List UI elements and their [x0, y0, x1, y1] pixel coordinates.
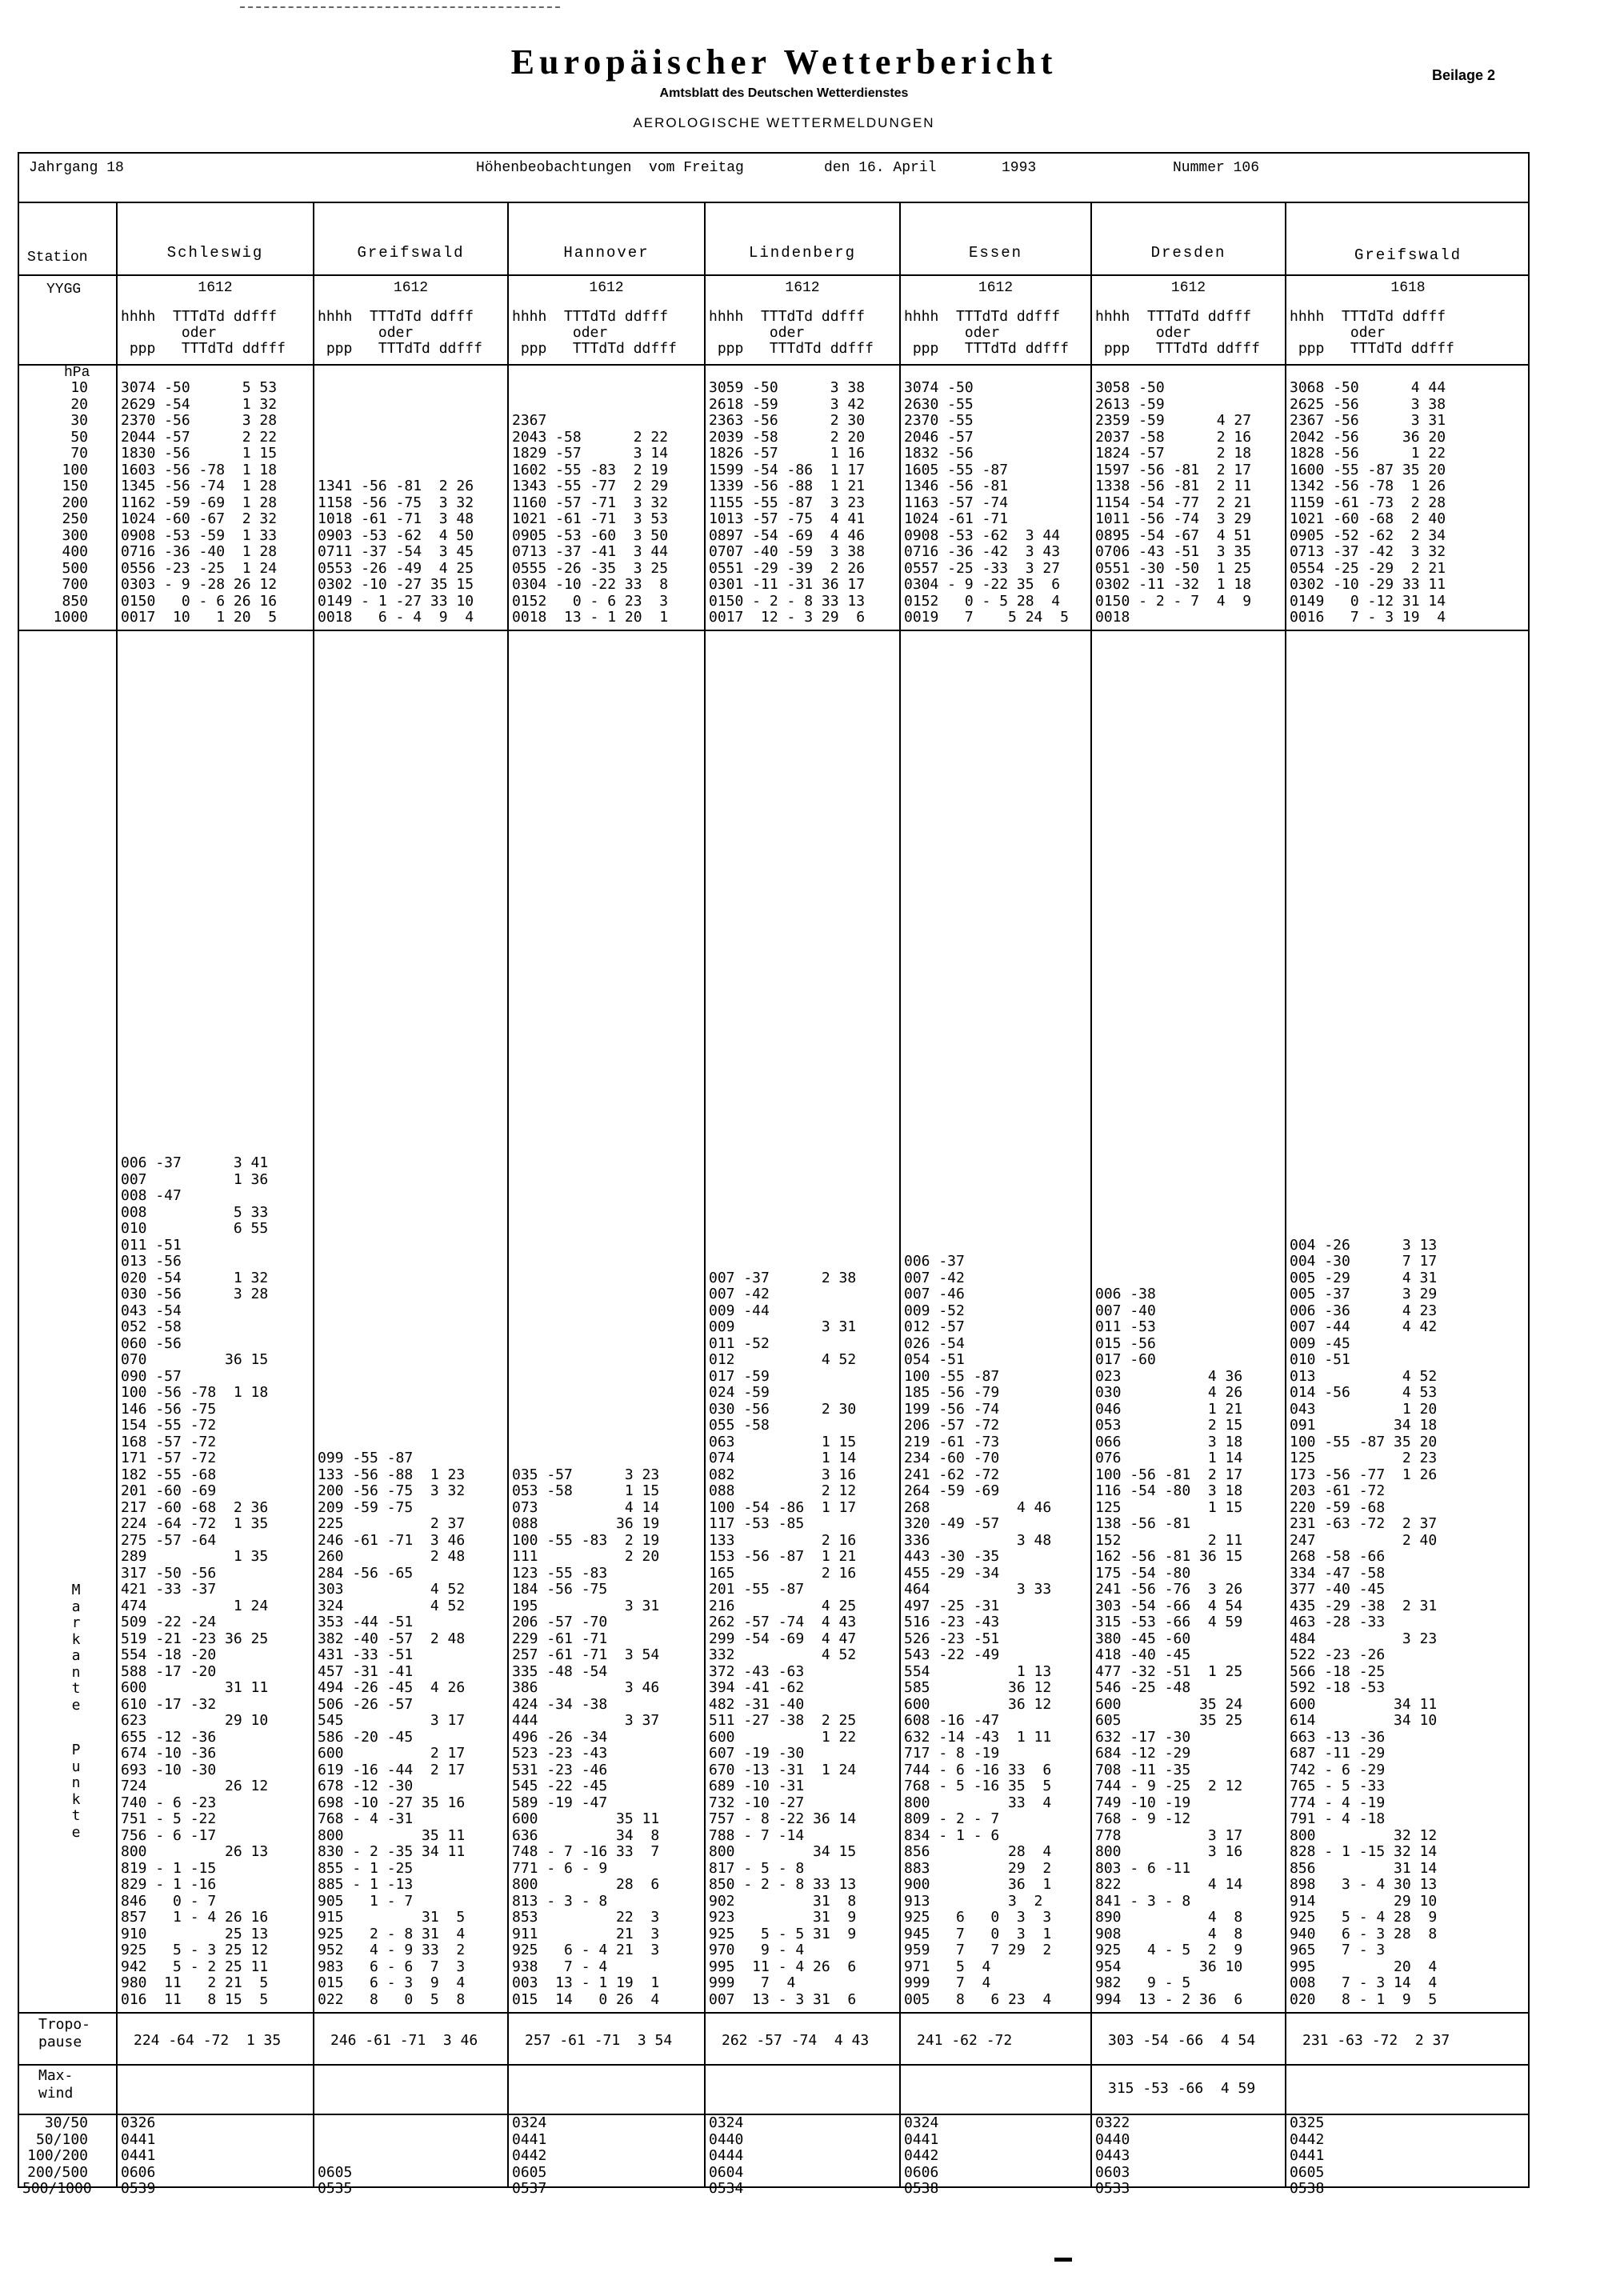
standard-levels: 3058 -50 2613 -59 2359 -59 4 27 2037 -58 2 16 1824 -57 2 18 1597 -56 -81 2 17 1338 -56 -81 2 11 1154 -54 -77 2 21 1011 -56 -74 3 29 0895 -54 -67 4 51 0706 -43 -51 3 35 0551 -30 -50 1 25 0302 -11 -32 1 18 0150 - 2 - 7 4 9 0018 — [1095, 379, 1252, 626]
wind-shear-values: 0324 0441 0442 0606 0538 — [904, 2114, 939, 2197]
rule — [18, 364, 1530, 366]
wind-shear-values: 0324 0440 0444 0604 0534 — [709, 2114, 744, 2197]
station-yygg: 1612 — [978, 280, 1014, 296]
tropopause-value: 257 -61 -71 3 54 — [525, 2032, 673, 2049]
column-header: hhhh TTTdTd ddfff oder ppp TTTdTd ddfff — [904, 308, 1069, 357]
punkte-label: P u n k t e — [71, 1742, 81, 1841]
station-name: Greifswald — [357, 244, 465, 262]
rule — [18, 630, 1530, 631]
tropopause-value: 303 -54 -66 4 54 — [1108, 2032, 1256, 2049]
rule — [18, 2064, 1530, 2066]
station-yygg: 1612 — [1170, 280, 1206, 296]
wind-shear-values: 0322 0440 0443 0603 0533 — [1095, 2114, 1130, 2197]
station-yygg: 1612 — [198, 280, 233, 296]
column-header: hhhh TTTdTd ddfff oder ppp TTTdTd ddfff — [318, 308, 482, 357]
maxwind-value: 315 -53 -66 4 59 — [1108, 2080, 1256, 2097]
significant-points: 006 -38 007 -40 011 -53 015 -56 017 -60 023 4 36 030 4 26 046 1 21 053 2 15 066 3 18 076 1 14 100 -56 -81 2 17 116 -54 -80 3 18 125 1 15 138 -56 -81 152 2 11 162 -56 -81 36 15 175 -54 -80 241 -56 -76 3 26 303 -54 -66 4 54 315 -53 -66 4 59 380 -45 -60 418 -40 -45 477 -32 -51 1 25 546 -25 -48 600 35 24 605 35 25 632 -17 -30 684 -12 -29 708 -11 -35 744 - 9 -25 2 12 749 -10 -19 768 - 9 -12 778 3 17 800 3 16 803 - 6 -11 822 4 14 841 - 3 - 8 890 4 8 908 4 8 925 4 - 5 2 9 954 36 10 982 9 - 5 994 13 - 2 36 6 — [1095, 1286, 1243, 2008]
column-rule — [313, 202, 314, 2188]
significant-points: 035 -57 3 23 053 -58 1 15 073 4 14 088 36 19 100 -55 -83 2 19 111 2 20 123 -55 -83 184 -56 -75 195 3 31 206 -57 -70 229 -61 -71 257 -61 -71 3 54 335 -48 -54 386 3 46 424 -34 -38 444 3 37 496 -26 -34 523 -23 -43 531 -23 -46 545 -22 -45 589 -19 -47 600 35 11 636 34 8 748 - 7 -16 33 7 771 - 6 - 9 800 28 6 813 - 3 - 8 853 22 3 911 21 3 925 6 - 4 21 3 938 7 - 4 003 13 - 1 19 1 015 14 0 26 4 — [512, 1466, 660, 2008]
station-yygg: 1612 — [393, 280, 429, 296]
top-edge-marks — [240, 6, 560, 10]
station-yygg: 1618 — [1390, 280, 1426, 296]
subtitle: Amtsblatt des Deutschen Wetterdienstes — [659, 86, 909, 100]
rule — [18, 274, 1530, 276]
volume: Jahrgang 18 — [29, 160, 124, 176]
markante-label: M a r k a n t e — [71, 1582, 81, 1714]
column-header: hhhh TTTdTd ddfff oder ppp TTTdTd ddfff — [1095, 308, 1260, 357]
column-header: hhhh TTTdTd ddfff oder ppp TTTdTd ddfff — [512, 308, 677, 357]
standard-levels: 1341 -56 -81 2 26 1158 -56 -75 3 32 1018 -61 -71 3 48 0903 -53 -62 4 50 0711 -37 -54 3 45 0553 -26 -49 4 25 0302 -10 -27 35 15 0149 - 1 -27 33 10 0018 6 - 4 9 4 — [318, 478, 474, 626]
tropopause-value: 231 -63 -72 2 37 — [1302, 2032, 1450, 2049]
wind-shear-values: 0325 0442 0441 0605 0538 — [1290, 2114, 1325, 2197]
observation-day: Höhenbeobachtungen vom Freitag — [476, 160, 744, 176]
standard-levels: 3074 -50 2630 -55 2370 -55 2046 -57 1832 -56 1605 -55 -87 1346 -56 -81 1163 -57 -74 1024 -61 -71 0908 -53 -62 3 44 0716 -36 -42 3 43 0557 -25 -33 3 27 0304 - 9 -22 35 6 0152 0 - 5 28 4 0019 7 5 24 5 — [904, 379, 1069, 626]
tropopause-label: Tropo- pause — [38, 2016, 91, 2050]
column-rule — [704, 202, 706, 2188]
station-yygg: 1612 — [785, 280, 820, 296]
tropopause-value: 241 -62 -72 — [917, 2032, 1013, 2049]
page-title: Europäischer Wetterbericht — [510, 42, 1058, 82]
tropopause-value: 246 -61 -71 3 46 — [330, 2032, 478, 2049]
station-name: Essen — [968, 244, 1022, 262]
section-title: AEROLOGISCHE WETTERMELDUNGEN — [633, 115, 935, 130]
significant-points: 099 -55 -87 133 -56 -88 1 23 200 -56 -75 3 32 209 -59 -75 225 2 37 246 -61 -71 3 46 260 2 48 284 -56 -65 303 4 52 324 4 52 353 -44 -51 382 -40 -57 2 48 431 -33 -51 457 -31 -41 494 -26 -45 4 26 506 -26 -57 545 3 17 586 -20 -45 600 2 17 619 -16 -44 2 17 678 -12 -30 698 -10 -27 35 16 768 - 4 -31 800 35 11 830 - 2 -35 34 11 855 - 1 -25 885 - 1 -13 905 1 - 7 915 31 5 925 2 - 8 31 4 952 4 - 9 33 2 983 6 - 6 7 3 015 6 - 3 9 4 022 8 0 5 8 — [318, 1450, 466, 2008]
station-name: Lindenberg — [748, 244, 857, 262]
wind-shear-values: 0324 0441 0442 0605 0537 — [512, 2114, 547, 2197]
column-rule — [1090, 202, 1092, 2188]
rule — [18, 202, 1530, 203]
column-header: hhhh TTTdTd ddfff oder ppp TTTdTd ddfff — [709, 308, 874, 357]
observation-year: 1993 — [1002, 160, 1037, 176]
station-name: Schleswig — [166, 244, 264, 262]
column-rule — [899, 202, 901, 2188]
significant-points: 006 -37 007 -42 007 -46 009 -52 012 -57 026 -54 054 -51 100 -55 -87 185 -56 -79 199 -56 -74 206 -57 -72 219 -61 -73 234 -60 -70 241 -62 -72 264 -59 -69 268 4 46 320 -49 -57 336 3 48 443 -30 -35 455 -29 -34 464 3 33 497 -25 -31 516 -23 -43 526 -23 -51 543 -22 -49 554 1 13 585 36 12 600 36 12 608 -16 -47 632 -14 -43 1 11 717 - 8 -19 744 - 6 -16 33 6 768 - 5 -16 35 5 800 33 4 809 - 2 - 7 834 - 1 - 6 856 28 4 883 29 2 900 36 1 913 3 2 925 6 0 3 3 945 7 0 3 1 959 7 7 29 2 971 5 4 999 7 4 005 8 6 23 4 — [904, 1253, 1052, 2008]
column-rule — [1285, 202, 1286, 2188]
significant-points: 007 -37 2 38 007 -42 009 -44 009 3 31 011 -52 012 4 52 017 -59 024 -59 030 -56 2 30 055 -58 063 1 15 074 1 14 082 3 16 088 2 12 100 -54 -86 1 17 117 -53 -85 133 2 16 153 -56 -87 1 21 165 2 16 201 -55 -87 216 4 25 262 -57 -74 4 43 299 -54 -69 4 47 332 4 52 372 -43 -63 394 -41 -62 482 -31 -40 511 -27 -38 2 25 600 1 22 607 -19 -30 670 -13 -31 1 24 689 -10 -31 732 -10 -27 757 - 8 -22 36 14 788 - 7 -14 800 34 15 817 - 5 - 8 850 - 2 - 8 33 13 902 31 8 923 31 9 925 5 - 5 31 9 970 9 - 4 995 11 - 4 26 6 999 7 4 007 13 - 3 31 6 — [709, 1269, 857, 2008]
station-name: Dresden — [1150, 244, 1226, 262]
issue-number: Nummer 106 — [1173, 160, 1260, 176]
significant-points: 004 -26 3 13 004 -30 7 17 005 -29 4 31 005 -37 3 29 006 -36 4 23 007 -44 4 42 009 -45 010 -51 013 4 52 014 -56 4 53 043 1 20 091 34 18 100 -55 -87 35 20 125 2 23 173 -56 -77 1 26 203 -61 -72 220 -59 -68 231 -63 -72 2 37 247 2 40 268 -58 -66 334 -47 -58 377 -40 -45 435 -29 -38 2 31 463 -28 -33 484 3 23 522 -23 -26 566 -18 -25 592 -18 -53 600 34 11 614 34 10 663 -13 -36 687 -11 -29 742 - 6 -29 765 - 5 -33 774 - 4 -19 791 - 4 -18 800 32 12 828 - 1 -15 32 14 856 31 14 898 3 - 4 30 13 914 29 10 925 5 - 4 28 9 940 6 - 3 28 8 965 7 - 3 995 20 4 008 7 - 3 14 4 020 8 - 1 9 5 — [1290, 1236, 1438, 2008]
standard-levels: 3059 -50 3 38 2618 -59 3 42 2363 -56 2 30 2039 -58 2 20 1826 -57 1 16 1599 -54 -86 1 17 1339 -56 -88 1 21 1155 -55 -87 3 23 1013 -57 -75 4 41 0897 -54 -69 4 46 0707 -40 -59 3 38 0551 -29 -39 2 26 0301 -11 -31 36 17 0150 - 2 - 8 33 13 0017 12 - 3 29 6 — [709, 379, 866, 626]
station-yygg: 1612 — [589, 280, 624, 296]
tropopause-value: 224 -64 -72 1 35 — [134, 2032, 282, 2049]
wind-shear-labels: 30/50 50/100 100/200 200/500 500/1000 — [22, 2114, 92, 2197]
standard-levels: 2367 2043 -58 2 22 1829 -57 3 14 1602 -55 -83 2 19 1343 -55 -77 2 29 1160 -57 -71 3 32 1021 -61 -71 3 53 0905 -53 -60 3 50 0713 -37 -41 3 44 0555 -26 -35 3 25 0304 -10 -22 33 8 0152 0 - 6 23 3 0018 13 - 1 20 1 — [512, 412, 669, 626]
station-label: Station — [27, 250, 88, 266]
column-header: hhhh TTTdTd ddfff oder ppp TTTdTd ddfff — [1290, 308, 1454, 357]
standard-levels: 3074 -50 5 53 2629 -54 1 32 2370 -56 3 28 2044 -57 2 22 1830 -56 1 15 1603 -56 -78 1 18 1345 -56 -74 1 28 1162 -59 -69 1 28 1024 -60 -67 2 32 0908 -53 -59 1 33 0716 -36 -40 1 28 0556 -23 -25 1 24 0303 - 9 -28 26 12 0150 0 - 6 26 16 0017 10 1 20 5 — [121, 379, 278, 626]
rule — [18, 2012, 1530, 2014]
column-rule — [507, 202, 509, 2188]
station-name: Hannover — [563, 244, 650, 262]
maxwind-label: Max- wind — [38, 2067, 74, 2102]
supplement-label: Beilage 2 — [1432, 67, 1496, 83]
standard-levels: 3068 -50 4 44 2625 -56 3 38 2367 -56 3 31 2042 -56 36 20 1828 -56 1 22 1600 -55 -87 35 20 1342 -56 -78 1 26 1159 -61 -73 2 28 1021 -60 -68 2 40 0905 -52 -62 2 34 0713 -37 -42 3 32 0554 -25 -29 2 21 0302 -10 -29 33 11 0149 0 -12 31 14 0016 7 - 3 19 4 — [1290, 379, 1446, 626]
tropopause-value: 262 -57 -74 4 43 — [722, 2032, 870, 2049]
pressure-levels: 10 20 30 50 70 100 150 200 250 300 400 500 700 850 1000 — [53, 379, 88, 626]
wind-shear-values: 0605 0535 — [318, 2163, 353, 2197]
column-header: hhhh TTTdTd ddfff oder ppp TTTdTd ddfff — [121, 308, 286, 357]
yygg-label: YYGG — [46, 282, 82, 298]
wind-shear-values: 0326 0441 0441 0606 0539 — [121, 2114, 156, 2197]
observation-date: den 16. April — [824, 160, 937, 176]
bottom-mark — [1054, 2258, 1072, 2262]
station-name: Greifswald — [1354, 246, 1462, 264]
column-rule — [116, 202, 118, 2188]
hpa-label: hPa — [64, 365, 90, 381]
significant-points: 006 -37 3 41 007 1 36 008 -47 008 5 33 010 6 55 011 -51 013 -56 020 -54 1 32 030 -56 3 28 043 -54 052 -58 060 -56 070 36 15 090 -57 100 -56 -78 1 18 146 -56 -75 154 -55 -72 168 -57 -72 171 -57 -72 182 -55 -68 201 -60 -69 217 -60 -68 2 36 224 -64 -72 1 35 275 -57 -64 289 1 35 317 -50 -56 421 -33 -37 474 1 24 509 -22 -24 519 -21 -23 36 25 554 -18 -20 588 -17 -20 600 31 11 610 -17 -32 623 29 10 655 -12 -36 674 -10 -36 693 -10 -30 724 26 12 740 - 6 -23 751 - 5 -22 756 - 6 -17 800 26 13 819 - 1 -15 829 - 1 -16 846 0 - 7 857 1 - 4 26 16 910 25 13 925 5 - 3 25 12 942 5 - 2 25 11 980 11 2 21 5 016 11 8 15 5 — [121, 1154, 269, 2008]
